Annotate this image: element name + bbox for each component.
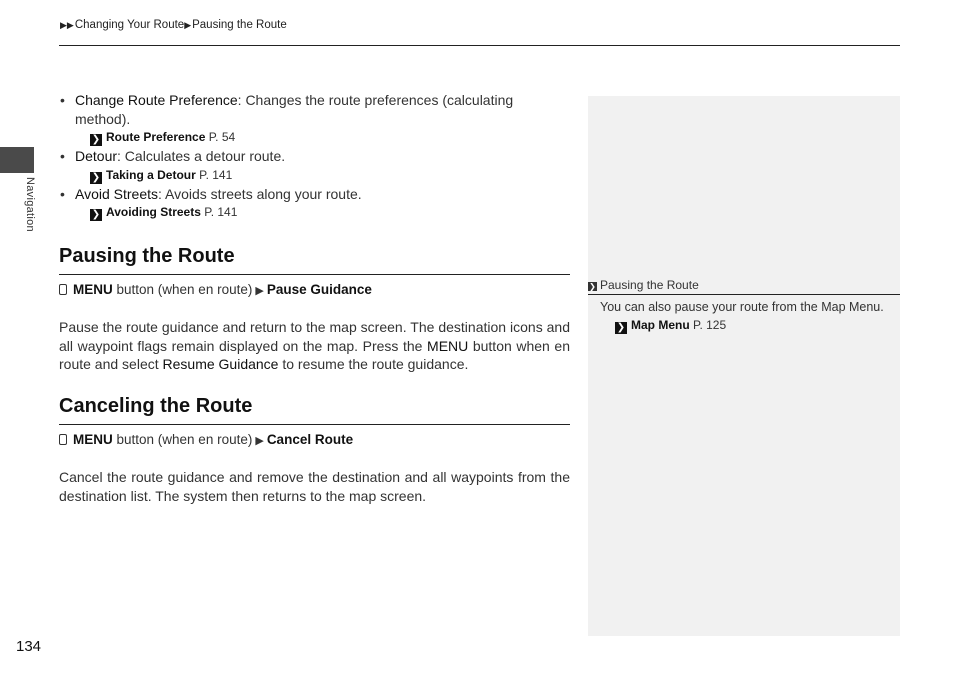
- section-title: Canceling the Route: [59, 395, 570, 425]
- body-text: to resume the route guidance.: [278, 356, 469, 372]
- triangle-icon: ▶: [184, 20, 192, 30]
- breadcrumb-level1[interactable]: Changing Your Route: [74, 19, 185, 31]
- note-heading: [588, 278, 900, 295]
- option-term: Change Route Preference: [75, 92, 238, 108]
- section-body: Cancel the route guidance and remove the destination and all waypoints from the destination list. The system then returns to the map screen.: [59, 469, 570, 504]
- intro-list: [59, 91, 571, 222]
- resume-term: Resume Guidance: [162, 356, 279, 372]
- option-desc: : Avoids streets along your route.: [158, 185, 362, 202]
- ref-title[interactable]: Route Preference: [106, 130, 206, 144]
- section-canceling: [59, 395, 570, 505]
- note-body: [600, 299, 896, 335]
- menu-path-text: button (when en route): [112, 282, 253, 297]
- menu-path: [59, 431, 570, 450]
- ref-title[interactable]: Taking a Detour: [106, 167, 196, 182]
- ref-page: P. 141: [200, 205, 238, 219]
- option-desc: : Calculates a detour route.: [117, 148, 286, 164]
- header-divider: [59, 45, 900, 46]
- list-item: [59, 147, 571, 166]
- menu-path-text: button (when en route): [112, 432, 253, 447]
- home-icon: [59, 434, 67, 445]
- ref-title[interactable]: Map Menu: [631, 318, 690, 332]
- breadcrumb-level2: Pausing the Route: [192, 19, 287, 31]
- reference-arrow-icon: ❯: [616, 322, 626, 333]
- menu-target: Cancel Route: [266, 432, 354, 447]
- bullet-icon: •: [60, 92, 65, 108]
- menu-path: [59, 281, 570, 300]
- section-tab-label: Navigation: [24, 177, 36, 232]
- cross-reference[interactable]: [59, 128, 571, 146]
- page-number: 134: [16, 638, 42, 655]
- cross-reference[interactable]: [59, 203, 571, 221]
- option-term: Avoid Streets: [75, 185, 159, 202]
- section-title: Pausing the Route: [59, 245, 570, 275]
- breadcrumb: [60, 19, 287, 31]
- bullet-icon: •: [60, 148, 65, 164]
- option-desc: : Changes the route preferences (calculating method).: [75, 92, 514, 127]
- note-arrow-icon: ❯: [589, 282, 596, 291]
- reference-arrow-icon: ❯: [91, 171, 101, 183]
- reference-arrow-icon: ❯: [91, 134, 101, 145]
- side-notes-panel: [588, 96, 900, 636]
- cross-reference[interactable]: [59, 166, 571, 184]
- ref-page: P. 125: [689, 318, 727, 332]
- arrow-right-icon: ▶: [255, 285, 264, 297]
- list-item: [59, 91, 571, 128]
- option-term: Detour: [75, 148, 118, 164]
- section-tab: [0, 147, 34, 173]
- triangle-icon: ▶▶: [60, 20, 74, 30]
- note-heading-text: Pausing the Route: [600, 278, 699, 292]
- body-text: Pause the route guidance and return to the map screen. The destination icons and all waypoint flags remain displayed on the map. Press the: [59, 319, 570, 354]
- menu-term: MENU: [427, 337, 469, 354]
- list-item: [59, 185, 571, 204]
- reference-arrow-icon: ❯: [91, 209, 101, 220]
- ref-page: P. 54: [205, 130, 236, 144]
- menu-target: Pause Guidance: [266, 282, 372, 297]
- menu-button-label: MENU: [73, 432, 113, 447]
- section-pausing: [59, 245, 570, 374]
- ref-title[interactable]: Avoiding Streets: [106, 205, 201, 219]
- home-icon: [59, 284, 67, 295]
- bullet-icon: •: [60, 185, 65, 202]
- ref-page: P. 141: [195, 167, 233, 182]
- section-body: [59, 318, 570, 374]
- body-text: button when en route and select: [59, 337, 570, 372]
- arrow-right-icon: ▶: [255, 435, 264, 447]
- cross-reference[interactable]: [600, 316, 896, 334]
- note-text: You can also pause your route from the Map Menu.: [600, 300, 884, 314]
- menu-button-label: MENU: [73, 282, 113, 297]
